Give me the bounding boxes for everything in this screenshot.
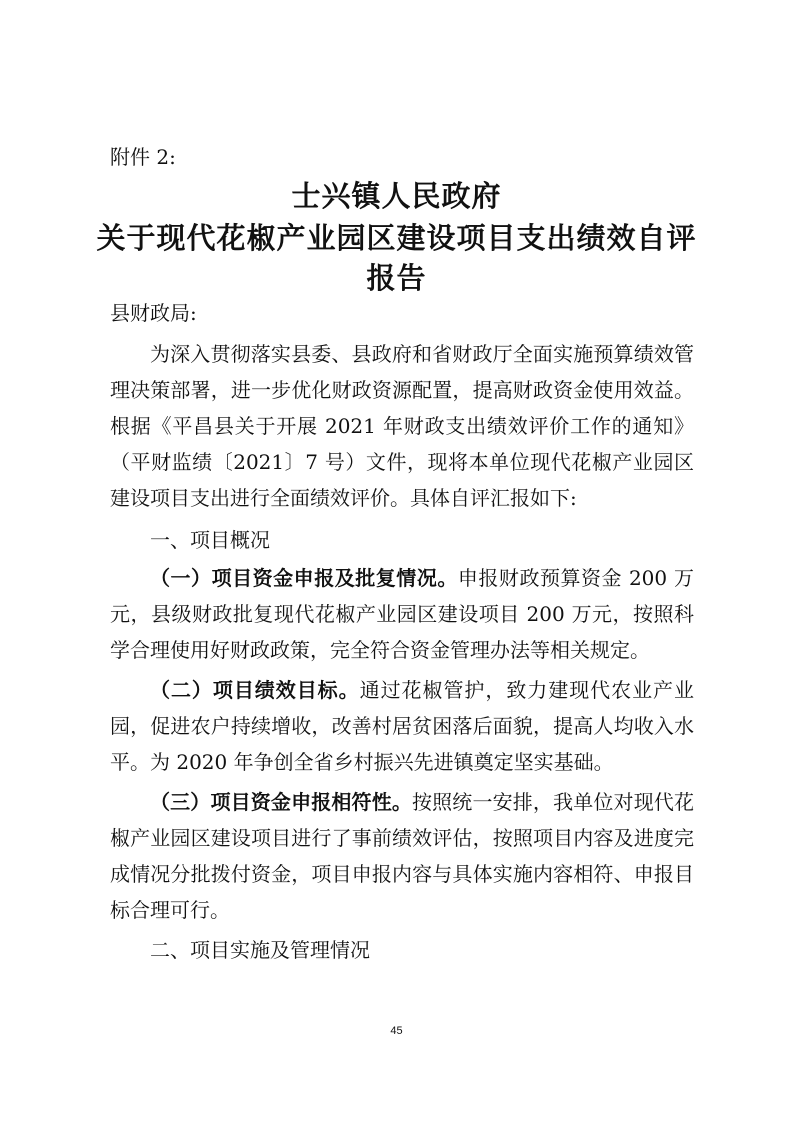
item-2-lead: （二）项目绩效目标。 bbox=[150, 678, 360, 702]
item-2-text: 通过花椒管护，致力建现代农业产业园，促进农户持续增收，改善村居贫困落后面貌，提高人均收入水平。为 2020 年争创全省乡村振兴先进镇奠定坚实基础。 bbox=[110, 678, 695, 774]
report-title-line-1: 士兴镇人民政府 bbox=[291, 179, 502, 213]
report-title-line-3: 报告 bbox=[366, 261, 427, 295]
paragraph-item-3 bbox=[110, 784, 694, 928]
attachment-label: 附件 2: bbox=[110, 145, 176, 169]
salutation: 县财政局: bbox=[110, 301, 197, 325]
page-number: 45 bbox=[390, 1025, 403, 1037]
item-3-text: 按照统一安排，我单位对现代花椒产业园区建设项目进行了事前绩效评估，按照项目内容及进度完成情况分批拨付资金，项目申报内容与具体实施内容相符、申报目标合理可行。 bbox=[110, 790, 694, 922]
item-1-text: 申报财政预算资金 200 万元，县级财政批复现代花椒产业园区建设项目 200 万元，按照科学合理使用好财政政策，完全符合资金管理办法等相关规定。 bbox=[110, 566, 695, 662]
report-title-line-2: 关于现代花椒产业园区建设项目支出绩效自评 bbox=[96, 221, 697, 255]
item-1-lead: （一）项目资金申报及批复情况。 bbox=[150, 566, 458, 590]
item-3-lead: （三）项目资金申报相符性。 bbox=[150, 790, 412, 814]
intro-paragraph: 为深入贯彻落实县委、县政府和省财政厅全面实施预算绩效管理决策部署，进一步优化财政资源配置，提高财政资金使用效益。根据《平昌县关于开展 2021 年财政支出绩效评价工作的通知》（平财监绩〔2021〕7 号）文件，现将本单位现代花椒产业园区建设项目支出进行全面绩效评价。具体自评汇报如下: bbox=[110, 342, 694, 510]
paragraph-item-1 bbox=[110, 560, 694, 668]
section-heading-2: 二、项目实施及管理情况 bbox=[150, 938, 370, 962]
paragraph-item-2 bbox=[110, 672, 694, 780]
section-heading-1: 一、项目概况 bbox=[150, 528, 270, 552]
